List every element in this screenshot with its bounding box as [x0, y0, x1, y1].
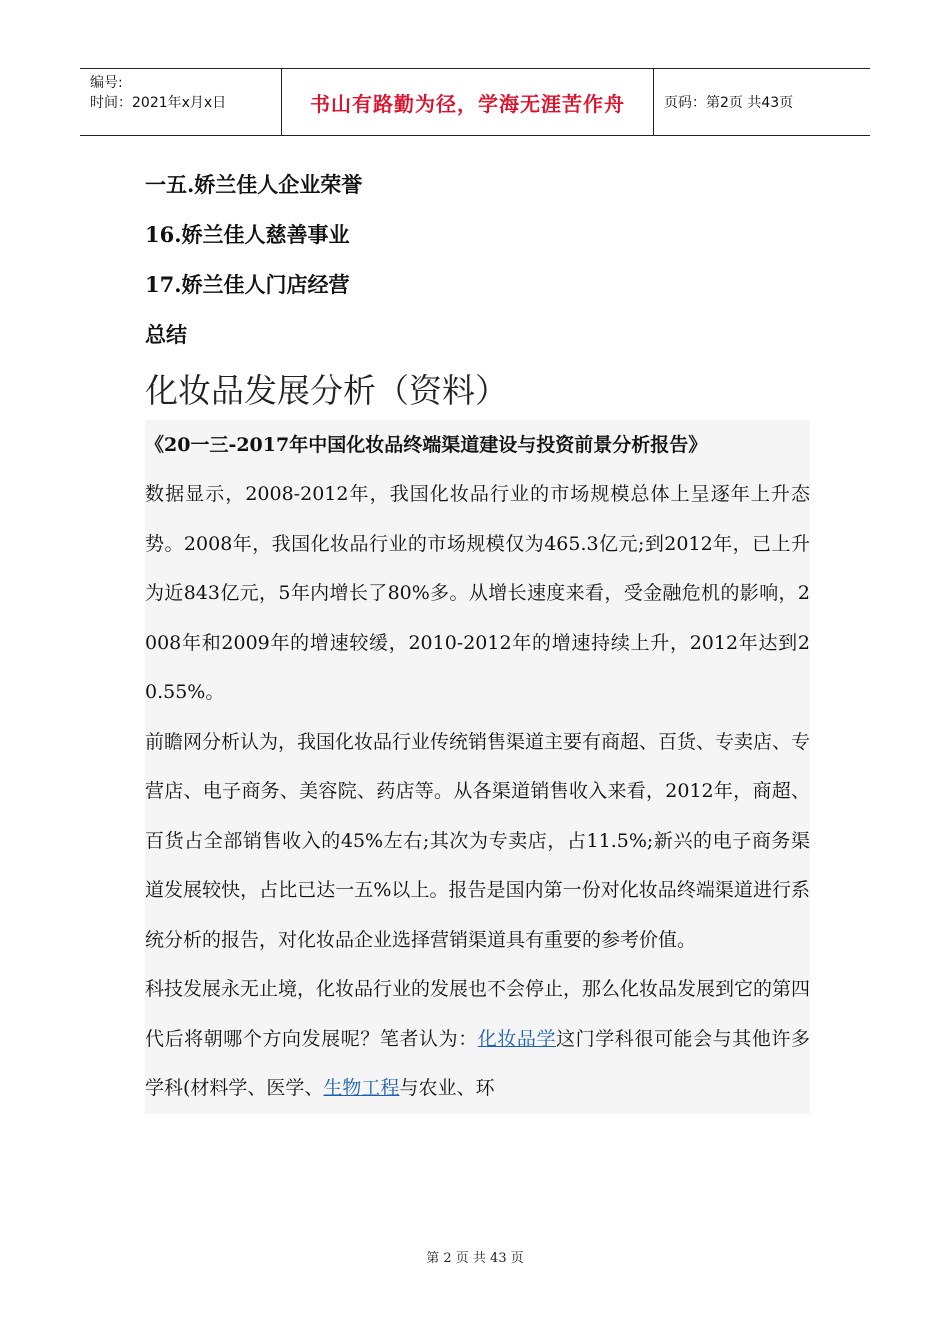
- paragraph-text: 科技发展永无止境，化妆品行业的发展也不会停止，那么化妆品发展到它的第四代后将朝哪个方向发展呢？笔者认为：: [145, 978, 811, 1050]
- toc-item-15: 一五.娇兰佳人企业荣誉: [145, 172, 363, 197]
- motto-text: 书山有路勤为径，学海无涯苦作舟: [310, 91, 625, 116]
- link-bioengineering[interactable]: 生物工程: [323, 1077, 400, 1099]
- document-body: [145, 160, 810, 1114]
- document-date: 时间：2021年x月x日: [90, 95, 227, 111]
- header-meta: [80, 69, 282, 135]
- document-number-label: 编号:: [90, 75, 123, 91]
- link-cosmetics-science[interactable]: 化妆品学: [477, 1027, 557, 1050]
- toc-summary: 总结: [145, 322, 187, 347]
- header-page-info: 页码：第2页 共43页: [664, 95, 794, 111]
- header-motto: [282, 69, 654, 135]
- page-footer: 第 2 页 共 43 页: [426, 1251, 524, 1266]
- paragraph-future-development: [145, 965, 810, 1114]
- page-header: [80, 68, 870, 136]
- section-title: 化妆品发展分析（资料）: [145, 371, 508, 410]
- toc-item-17: 17.娇兰佳人门店经营: [145, 272, 350, 297]
- paragraph-market-size: 数据显示，2008-2012年，我国化妆品行业的市场规模总体上呈逐年上升态势。2008年，我国化妆品行业的市场规模仅为465.3亿元;到2012年，已上升为近843亿元，5年内增长了80%多。从增长速度来看，受金融危机的影响，2008年和2009年的增速较缓，2010-2012年的增速持续上升，2012年达到20.55%。: [145, 470, 810, 718]
- toc-item-16: 16.娇兰佳人慈善事业: [145, 222, 350, 247]
- paragraph-text: 与农业、环: [399, 1077, 495, 1099]
- paragraph-text: 这门学科很可能会与其他许多学科(材料学、医学、: [145, 1027, 810, 1099]
- report-title: 《20一三-2017年中国化妆品终端渠道建设与投资前景分析报告》: [145, 420, 810, 470]
- paragraph-sales-channels: 前瞻网分析认为，我国化妆品行业传统销售渠道主要有商超、百货、专卖店、专营店、电子商务、美容院、药店等。从各渠道销售收入来看，2012年，商超、百货占全部销售收入的45%左右;其次为专卖店，占11.5%;新兴的电子商务渠道发展较快，占比已达一五%以上。报告是国内第一份对化妆品终端渠道进行系统分析的报告，对化妆品企业选择营销渠道具有重要的参考价值。: [145, 718, 810, 966]
